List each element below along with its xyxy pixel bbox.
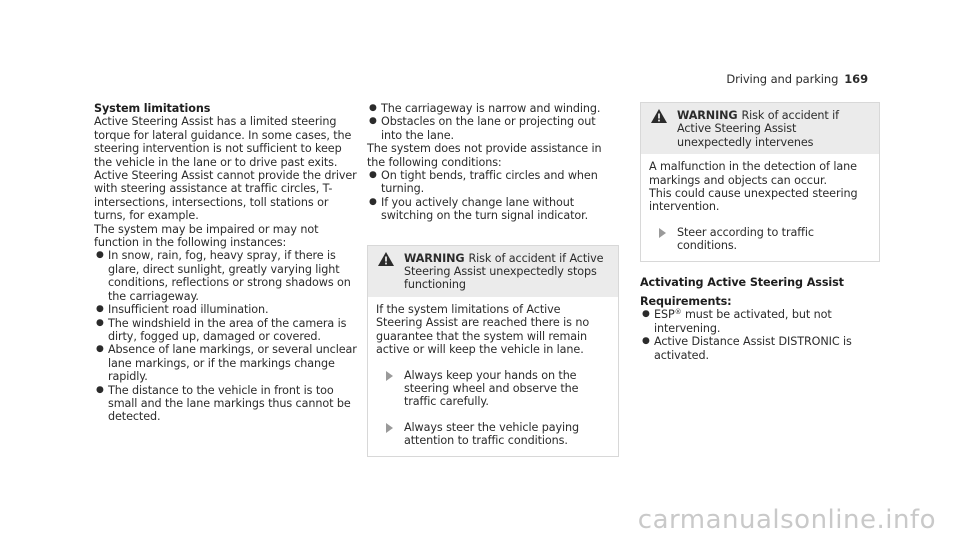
bullet-icon: ● (369, 196, 377, 207)
bullet-icon: ● (96, 384, 104, 395)
page-header (726, 73, 868, 86)
warning-body (368, 297, 618, 456)
warning-text: Risk of accident if Active Steering Assist unexpectedly intervenes (677, 109, 839, 149)
condition-list (367, 102, 619, 142)
warning-triangle-icon (378, 252, 394, 266)
instruction-step: Always keep your hands on the steering wheel and observe the traffic carefully. (376, 369, 610, 409)
activating-heading: Activating Active Steering Assist (640, 275, 844, 289)
page-number: 169 (844, 72, 868, 86)
list-item: ● The distance to the vehicle in front is too small and the lane markings thus cannot be detected. (96, 383, 351, 424)
impaired-paragraph: The system may be impaired or may not function in the following instances: (94, 222, 319, 250)
warning-body (641, 154, 879, 260)
no-assist-list (367, 169, 619, 223)
list-item: ● Obstacles on the lane or projecting out into the lane. (369, 115, 596, 142)
column-3 (640, 102, 880, 362)
bullet-icon: ● (369, 103, 377, 113)
bullet-icon: ● (96, 344, 104, 355)
warning-header (368, 246, 618, 297)
bullet-icon: ● (369, 170, 377, 181)
warning-box-unexpected-intervention (640, 102, 880, 262)
list-item: ● The windshield in the area of the camera is dirty, fogged up, damaged or covered. (96, 316, 347, 343)
list-item: ● The carriageway is narrow and winding. (369, 102, 601, 115)
arrow-right-icon (386, 423, 393, 433)
warning-box-stops-functioning (367, 245, 619, 457)
instruction-step: Always steer the vehicle paying attention to traffic conditions. (376, 421, 610, 448)
list-item: ● ESP® must be activated, but not intervening. (642, 308, 832, 335)
warning-triangle-icon (651, 109, 667, 123)
list-item: ● On tight bends, traffic circles and when turning. (369, 169, 598, 196)
warning-title: WARNING (677, 109, 738, 122)
instruction-step: Steer according to traffic conditions. (649, 226, 871, 253)
section-title: Driving and parking (726, 72, 839, 86)
warning-paragraph: This could cause unexpected steering intervention. (649, 187, 858, 214)
bullet-icon: ● (96, 317, 104, 328)
warning-paragraph: A malfunction in the detection of lane markings and objects can occur. (649, 160, 857, 187)
list-item: ● If you actively change lane without switching on the turn signal indicator. (369, 195, 589, 223)
impaired-list (94, 249, 357, 423)
warning-header (641, 103, 879, 154)
list-item: ● In snow, rain, fog, heavy spray, if there is glare, direct sunlight, greatly varying light conditions, reflections or strong shadows on the carriageway. (96, 249, 351, 303)
list-item: ● Insufficient road illumination. (96, 303, 269, 317)
bullet-icon: ● (96, 250, 104, 261)
list-item: ● Absence of lane markings, or several unclear lane markings, or if the markings change rapidly. (96, 343, 357, 384)
bullet-icon: ● (642, 336, 650, 347)
warning-title: WARNING (404, 251, 465, 265)
requirements-label: Requirements: (640, 295, 732, 309)
column-2 (367, 102, 619, 457)
system-limitations-heading: System limitations (94, 102, 211, 115)
warning-paragraph: If the system limitations of Active Steering Assist are reached there is no guarantee that the system will remain active or will keep the vehicle in lane. (376, 302, 590, 357)
bullet-icon: ● (642, 309, 650, 320)
arrow-right-icon (386, 371, 393, 381)
bullet-icon: ● (369, 116, 377, 127)
no-assist-paragraph: The system does not provide assistance in the following conditions: (367, 142, 602, 169)
arrow-right-icon (659, 228, 666, 238)
intro-paragraph: Active Steering Assist has a limited steering torque for lateral guidance. In some cases, the steering intervention is not sufficient to keep the vehicle in the lane or to drive past exits. Active Steering Assist cannot provide the driver with steering assistance at traffic circles, T-intersections, intersections, toll stations or turns, for example. (94, 115, 357, 223)
requirements-list (640, 308, 880, 362)
bullet-icon: ● (96, 304, 104, 315)
watermark: carmanualsonline.info (637, 504, 936, 535)
list-item: ● Active Distance Assist DISTRONIC is activated. (642, 335, 852, 362)
warning-text: Risk of accident if Active Steering Assist unexpectedly stops functioning (404, 251, 604, 292)
column-1 (94, 102, 357, 424)
